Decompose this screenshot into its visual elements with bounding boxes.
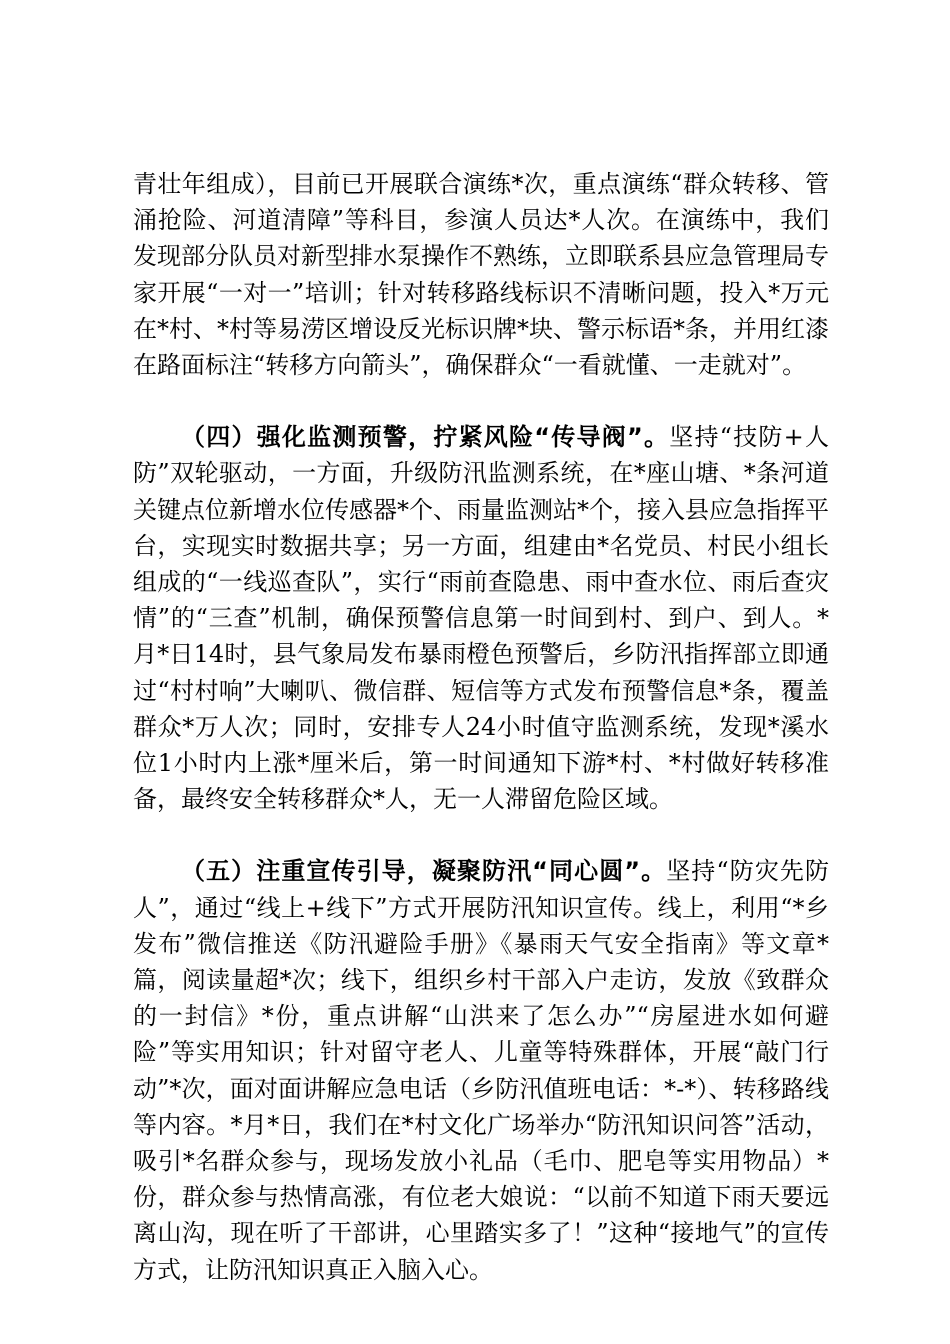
paragraph-section-5 [133, 853, 829, 1287]
paragraph-body: 青壮年组成），目前已开展联合演练*次，重点演练“群众转移、管涌抢险、河道清障”等科目，参演人员达*人次。在演练中，我们发现部分队员对新型排水泵操作不熟练，立即联系县应急管理局专家开展“一对一”培训；针对转移路线标识不清晰问题，投入*万元在*村、*村等易涝区增设反光标识牌*块、警示标语*条，并用红漆在路面标注“转移方向箭头”，确保群众“一看就懂、一走就对”。 [133, 170, 829, 380]
document-page [133, 166, 829, 1288]
paragraph-section-4 [133, 419, 829, 817]
paragraph-body: 坚持“防灾先防人”，通过“线上+线下”方式开展防汛知识宣传。线上，利用“*乡发布”微信推送《防汛避险手册》《暴雨天气安全指南》等文章*篇，阅读量超*次；线下，组织乡村干部入户走访，发放《致群众的一封信》*份，重点讲解“山洪来了怎么办”“房屋进水如何避险”等实用知识；针对留守老人、儿童等特殊群体，开展“敲门行动”*次，面对面讲解应急电话（乡防汛值班电话：*-*）、转移路线等内容。*月*日，我们在*村文化广场举办“防汛知识问答”活动，吸引*名群众参与，现场发放小礼品（毛巾、肥皂等实用物品）*份，群众参与热情高涨，有位老大娘说：“以前不知道下雨天要远离山沟，现在听了干部讲，心里踏实多了！”这种“接地气”的宣传方式，让防汛知识真正入脑入心。 [133, 857, 829, 1284]
section-heading: （五）注重宣传引导，凝聚防汛“同心圆”。 [181, 857, 667, 886]
paragraph-continuation [133, 166, 829, 383]
section-heading: （四）强化监测预警，拧紧风险“传导阀”。 [181, 423, 670, 452]
paragraph-body: 坚持“技防+人防”双轮驱动，一方面，升级防汛监测系统，在*座山塘、*条河道关键点位新增水位传感器*个、雨量监测站*个，接入县应急指挥平台，实现实时数据共享；另一方面，组建由*名党员、村民小组长组成的“一线巡查队”，实行“雨前查隐患、雨中查水位、雨后查灾情”的“三查”机制，确保预警信息第一时间到村、到户、到人。*月*日14时，县气象局发布暴雨橙色预警后，乡防汛指挥部立即通过“村村响”大喇叭、微信群、短信等方式发布预警信息*条，覆盖群众*万人次；同时，安排专人24小时值守监测系统，发现*溪水位1小时内上涨*厘米后，第一时间通知下游*村、*村做好转移准备，最终安全转移群众*人，无一人滞留危险区域。 [133, 423, 829, 814]
